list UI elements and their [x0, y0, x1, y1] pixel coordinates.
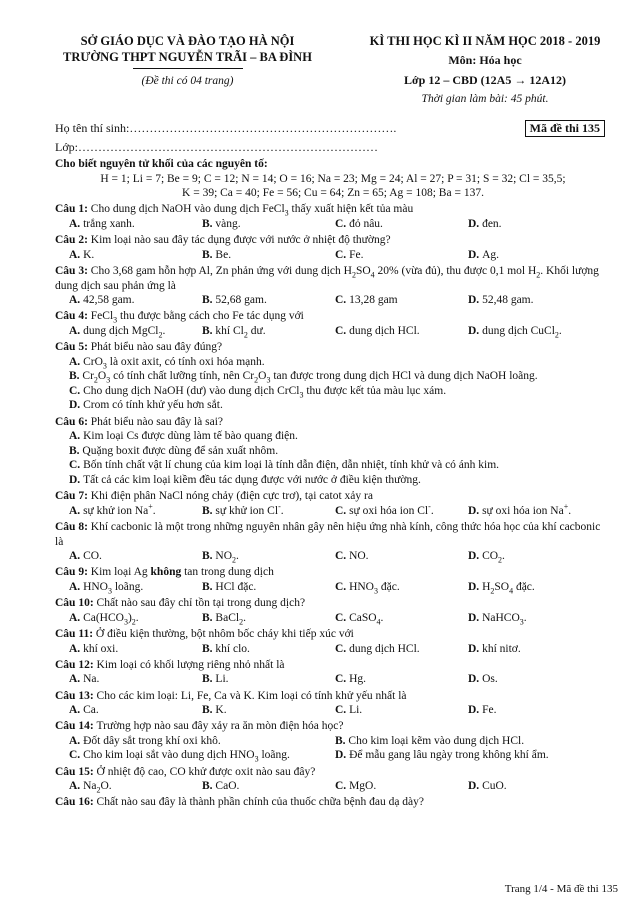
question-label: Câu 5: — [55, 341, 91, 354]
option-letter: B. — [202, 217, 216, 230]
option-letter: C. — [335, 704, 350, 717]
option-letter: B. — [202, 580, 216, 593]
question-label: Câu 15: — [55, 765, 97, 778]
exam-code-box: Mã đề thi 135 — [525, 120, 605, 137]
options-row — [55, 580, 611, 595]
question-8-option-a[interactable] — [69, 549, 202, 564]
question-5-option-c[interactable] — [69, 384, 447, 400]
question-10-option-d[interactable] — [468, 611, 601, 626]
options-row — [55, 748, 611, 763]
question-13-option-d[interactable] — [468, 703, 601, 718]
question-1-text — [55, 202, 611, 217]
option-text: khí nitơ. — [482, 642, 521, 655]
question-body: Trường hợp nào sau đây xảy ra ăn mòn điện hóa học? — [96, 720, 344, 733]
question-9-option-b[interactable] — [202, 580, 335, 595]
option-text: Li. — [349, 704, 363, 717]
atomic-mass-line-1: H = 1; Li = 7; Be = 9; C = 12; N = 14; O = 16; Na = 23; Mg = 24; Al = 27; P = 31; S = 32; Cl = 35,5; — [100, 172, 566, 185]
options-row — [55, 473, 611, 488]
option-letter: B. — [202, 673, 216, 686]
question-label: Câu 16: — [55, 796, 97, 809]
question-15-option-c[interactable] — [335, 779, 468, 794]
question-12-option-a[interactable] — [69, 672, 202, 687]
question-label: Câu 8: — [55, 521, 91, 533]
options-row — [55, 501, 611, 519]
exam-title: KÌ THI HỌC KÌ II NĂM HỌC 2018 - 2019 — [369, 34, 601, 48]
question-body: Ở nhiệt độ cao, CO khử được oxit nào sau đây? — [96, 765, 316, 778]
student-class-field[interactable]: Lớp:………………………………………………………………… — [55, 140, 379, 154]
option-text: sự khử ion Na+. — [83, 501, 156, 517]
question-label: Câu 14: — [55, 720, 97, 733]
question-11-text — [55, 627, 611, 642]
options-row — [55, 642, 611, 657]
question-12-text — [55, 658, 611, 673]
question-body: Khí cacbonic là một trong những nguyên nhân gây nên hiệu ứng nhà kính, công thức hóa học của khí cacbonic là — [55, 521, 601, 548]
header-left — [45, 33, 330, 87]
options-row — [55, 355, 611, 370]
option-text: Quặng boxit được dùng để sản xuất nhôm. — [82, 444, 279, 457]
option-letter: D. — [468, 217, 483, 230]
question-label: Câu 4: — [55, 310, 91, 323]
option-letter: C. — [335, 294, 350, 307]
question-9-option-d[interactable] — [468, 580, 601, 595]
option-text: NaHCO$_3$. — [482, 611, 527, 627]
option-letter: C. — [335, 248, 350, 261]
option-text: HCl đặc. — [215, 580, 257, 593]
question-12-option-d[interactable] — [468, 672, 601, 687]
question-15 — [55, 765, 611, 794]
option-text: Cho kim loại kẽm vào dung dịch HCl. — [348, 734, 525, 747]
question-14-option-b[interactable] — [335, 734, 601, 749]
option-text: $Na_2O$. — [83, 780, 112, 795]
question-13-option-c[interactable] — [335, 703, 468, 718]
question-8-option-d[interactable] — [468, 549, 601, 564]
options-row — [55, 384, 611, 399]
question-2-option-d[interactable] — [468, 248, 601, 263]
question-label: Câu 3: — [55, 264, 91, 277]
option-letter: A. — [69, 355, 84, 368]
question-2-option-c[interactable] — [335, 248, 468, 263]
question-1 — [55, 202, 611, 231]
question-5-option-d[interactable] — [69, 399, 223, 411]
option-letter: D. — [468, 673, 483, 686]
question-2-option-a[interactable] — [69, 248, 202, 263]
question-body: Kim loại có khối lượng riêng nhỏ nhất là — [96, 658, 285, 671]
question-11-option-a[interactable] — [69, 642, 202, 657]
option-letter: A. — [69, 611, 84, 624]
question-10-text — [55, 596, 611, 611]
question-2-text — [55, 233, 611, 248]
option-text: 42,58 gam. — [83, 294, 135, 307]
question-list — [55, 202, 611, 810]
question-14 — [55, 719, 611, 763]
option-text: $Cr_2O_3$ có tính chất lưỡng tính, nên $Cr_2O_3$ tan được trong dung dịch HCl và dung dịch NaOH loãng. — [82, 370, 538, 385]
question-16-text — [55, 795, 611, 810]
option-letter: D. — [468, 580, 483, 593]
question-3-text — [55, 264, 611, 293]
atomic-mass-line-2: K = 39; Ca = 40; Fe = 56; Cu = 64; Zn = 65; Ag = 108; Ba = 137. — [182, 187, 484, 200]
question-3 — [55, 264, 611, 308]
option-text: Hg. — [349, 673, 366, 686]
option-letter: C. — [335, 324, 350, 337]
option-text: Ca. — [83, 704, 99, 717]
question-7-option-b[interactable] — [202, 501, 335, 519]
options-row — [55, 779, 611, 794]
option-letter: C. — [69, 749, 84, 762]
option-text: khí clo. — [215, 642, 250, 655]
time-limit: Thời gian làm bài: 45 phút. — [421, 93, 549, 105]
question-body: FeCl$_3$ thu được bằng cách cho Fe tác dụng với — [90, 310, 304, 325]
option-text: K. — [83, 248, 95, 261]
option-letter: B. — [202, 642, 216, 655]
question-body: Khi điện phân NaCl nóng chảy (điện cực trơ), tại catot xảy ra — [90, 490, 373, 503]
option-text: vàng. — [215, 217, 241, 230]
question-6-option-c[interactable] — [69, 459, 499, 471]
question-4-option-a[interactable] — [69, 324, 202, 339]
question-3-option-d[interactable] — [468, 293, 601, 308]
question-11-option-b[interactable] — [202, 642, 335, 657]
question-3-option-a[interactable] — [69, 293, 202, 308]
option-letter: C. — [335, 580, 350, 593]
question-1-option-b[interactable] — [202, 217, 335, 232]
option-letter: D. — [468, 294, 483, 307]
option-text: đỏ nâu. — [349, 217, 383, 230]
option-text: NO. — [349, 550, 369, 563]
options-row — [55, 429, 611, 444]
question-9-option-a[interactable] — [69, 580, 202, 595]
option-text: Os. — [482, 673, 498, 686]
option-text: sự oxi hóa ion Na+. — [482, 501, 572, 517]
option-text: dung dịch HCl. — [349, 324, 420, 337]
option-text: CaO. — [215, 780, 240, 793]
option-text: $Ca(HCO_3)_2$. — [83, 611, 139, 627]
option-letter: B. — [69, 370, 83, 383]
option-text: $NO_2$. — [215, 550, 239, 565]
option-text: đen. — [482, 217, 502, 230]
question-11-option-d[interactable] — [468, 642, 601, 657]
option-letter: A. — [69, 324, 84, 337]
option-letter: A. — [69, 294, 84, 307]
option-letter: B. — [202, 504, 216, 517]
option-text: sự khử ion Cl-. — [215, 501, 284, 517]
option-letter: D. — [468, 704, 483, 717]
option-text: Ag. — [482, 248, 499, 261]
option-text: Đốt dây sắt trong khí oxi khô. — [83, 734, 221, 747]
option-text: K. — [215, 704, 227, 717]
student-fields — [55, 119, 605, 157]
question-9 — [55, 565, 611, 594]
exam-content — [55, 157, 611, 810]
option-text: $HNO_3$ đặc. — [349, 580, 400, 596]
option-letter: B. — [69, 444, 83, 457]
question-12-option-b[interactable] — [202, 672, 335, 687]
options-row — [55, 611, 611, 626]
option-letter: C. — [69, 384, 84, 397]
options-row — [55, 444, 611, 459]
question-13 — [55, 689, 611, 718]
subject: Môn: Hóa học — [448, 53, 522, 67]
options-row — [55, 398, 611, 413]
option-text: CrO$_3$ là oxit axit, có tính oxi hóa mạnh. — [83, 355, 265, 370]
question-11-option-c[interactable] — [335, 642, 468, 657]
option-letter: C. — [335, 642, 350, 655]
question-6-option-d[interactable] — [69, 474, 421, 486]
options-row — [55, 293, 611, 308]
question-3-option-c[interactable] — [335, 293, 468, 308]
question-11 — [55, 627, 611, 656]
options-row — [55, 549, 611, 564]
question-6-text — [55, 415, 611, 430]
option-letter: C. — [69, 459, 84, 472]
option-letter: C. — [335, 673, 350, 686]
question-14-text — [55, 719, 611, 734]
option-letter: B. — [202, 611, 216, 624]
option-text: Crom có tính khử yếu hơn sắt. — [83, 399, 223, 412]
question-12 — [55, 658, 611, 687]
question-body: Cho 3,68 gam hỗn hợp Al, Zn phản ứng với dung dịch $H_2SO_4$ 20% (vừa đủ), thu được 0,1 mol $H_2$. Khối lượng dung dịch sau phản ứng là — [55, 264, 599, 292]
options-row — [55, 703, 611, 718]
question-3-option-b[interactable] — [202, 293, 335, 308]
option-letter: D. — [468, 504, 483, 517]
question-14-option-d[interactable] — [335, 748, 601, 763]
question-8-option-b[interactable] — [202, 549, 335, 564]
question-5 — [55, 340, 611, 413]
option-text: $H_2SO_4$ đặc. — [482, 580, 535, 596]
option-text: trắng xanh. — [83, 217, 135, 230]
question-13-option-b[interactable] — [202, 703, 335, 718]
question-label: Câu 10: — [55, 597, 97, 610]
question-2 — [55, 233, 611, 262]
question-15-option-a[interactable] — [69, 779, 202, 794]
question-9-option-c[interactable] — [335, 580, 468, 595]
question-label: Câu 1: — [55, 203, 91, 216]
question-8-option-c[interactable] — [335, 549, 468, 564]
question-15-text — [55, 765, 611, 780]
option-letter: C. — [335, 550, 350, 563]
question-10-option-a[interactable] — [69, 611, 202, 626]
option-text: Li. — [215, 673, 229, 686]
question-7-option-a[interactable] — [69, 501, 202, 519]
option-text: CO. — [83, 550, 102, 563]
option-text: Để mẫu gang lâu ngày trong không khí ẩm. — [349, 749, 549, 762]
options-row — [55, 217, 611, 232]
option-letter: D. — [335, 749, 350, 762]
question-6-option-b[interactable] — [69, 445, 278, 457]
question-label: Câu 9: — [55, 566, 91, 579]
option-text: BaCl$_2$. — [215, 611, 246, 627]
option-letter: C. — [335, 217, 350, 230]
option-text: 13,28 gam — [349, 294, 398, 307]
option-text: dung dịch HCl. — [349, 642, 420, 655]
question-label: Câu 11: — [55, 627, 96, 640]
option-letter: A. — [69, 504, 84, 517]
page-footer: Trang 1/4 - Mã đề thi 135 — [504, 883, 618, 895]
option-text: Bốn tính chất vật lí chung của kim loại là tính dẫn điện, dẫn nhiệt, tính khử và có ánh kim. — [83, 459, 500, 472]
option-letter: B. — [202, 704, 216, 717]
question-body: Cho dung dịch NaOH vào dung dịch FeCl$_3$ thấy xuất hiện kết tủa màu — [90, 203, 414, 218]
options-row — [55, 458, 611, 473]
option-text: dung dịch MgCl$_2$. — [83, 324, 166, 340]
option-letter: A. — [69, 430, 84, 443]
option-text: CuO. — [482, 780, 507, 793]
question-body: Phát biểu nào sau đây đúng? — [90, 341, 223, 354]
option-text: MgO. — [349, 780, 377, 793]
option-letter: A. — [69, 780, 84, 793]
options-row — [55, 248, 611, 263]
question-4-option-b[interactable] — [202, 324, 335, 339]
option-letter: B. — [202, 324, 216, 337]
question-1-option-d[interactable] — [468, 217, 601, 232]
option-letter: B. — [335, 734, 349, 747]
option-text: 52,68 gam. — [215, 294, 267, 307]
option-text: 52,48 gam. — [482, 294, 534, 307]
question-body: Ở điều kiện thường, bột nhôm bốc cháy khi tiếp xúc với — [95, 627, 354, 640]
school-name: TRƯỜNG THPT NGUYỄN TRÃI – BA ĐÌNH — [63, 50, 312, 64]
question-10-option-b[interactable] — [202, 611, 335, 626]
option-text: Fe. — [349, 248, 364, 261]
question-8 — [55, 520, 611, 564]
question-body: Kim loại nào sau đây tác dụng được với nước ở nhiệt độ thường? — [90, 234, 391, 247]
option-letter: A. — [69, 673, 84, 686]
question-label: Câu 2: — [55, 234, 91, 247]
question-label: Câu 6: — [55, 415, 91, 428]
option-letter: A. — [69, 248, 84, 261]
option-text: Tất cả các kim loại kiềm đều tác dụng được với nước ở điều kiện thường. — [83, 474, 421, 487]
question-13-option-a[interactable] — [69, 703, 202, 718]
option-text: $HNO_3$ loãng. — [83, 580, 144, 596]
question-label: Câu 13: — [55, 689, 97, 702]
options-row — [55, 369, 611, 384]
option-letter: B. — [202, 780, 216, 793]
option-letter: B. — [202, 294, 216, 307]
option-letter: C. — [335, 611, 350, 624]
option-letter: D. — [69, 399, 84, 412]
question-10 — [55, 596, 611, 625]
pages-note: (Đề thi có 04 trang) — [141, 75, 234, 87]
option-text: CaSO$_4$. — [349, 611, 384, 627]
question-5-option-a[interactable] — [69, 356, 265, 368]
option-letter: C. — [335, 504, 350, 517]
option-letter: D. — [468, 550, 483, 563]
question-12-option-c[interactable] — [335, 672, 468, 687]
option-letter: D. — [468, 642, 483, 655]
option-text: Be. — [215, 248, 232, 261]
option-letter: A. — [69, 550, 84, 563]
option-text: khí oxi. — [83, 642, 119, 655]
option-text: $CO_2$. — [482, 550, 505, 565]
question-15-option-b[interactable] — [202, 779, 335, 794]
option-text: dung dịch CuCl$_2$. — [482, 324, 562, 340]
class-info: Lớp 12 – CBD (12A5 → 12A12) — [404, 73, 566, 87]
option-letter: B. — [202, 248, 216, 261]
question-15-option-d[interactable] — [468, 779, 601, 794]
option-letter: C. — [335, 780, 350, 793]
option-letter: D. — [468, 780, 483, 793]
option-letter: D. — [468, 611, 483, 624]
question-13-text — [55, 689, 611, 704]
option-letter: A. — [69, 734, 84, 747]
question-body: Chất nào sau đây là thành phần chính của thuốc chữa bệnh đau dạ dày? — [96, 796, 425, 809]
question-body: Phát biểu nào sau đây là sai? — [90, 415, 223, 428]
option-text: khí $Cl_2$ dư. — [215, 324, 266, 340]
option-letter: A. — [69, 704, 84, 717]
question-7-option-c[interactable] — [335, 501, 468, 519]
atomic-mass-title: Cho biết nguyên tử khối của các nguyên tố: — [55, 158, 268, 170]
option-text: Cho dung dịch NaOH (dư) vào dung dịch CrCl$_3$ thu được kết tủa màu lục xám. — [83, 384, 447, 400]
question-10-option-c[interactable] — [335, 611, 468, 626]
question-6 — [55, 415, 611, 488]
question-1-option-a[interactable] — [69, 217, 202, 232]
option-letter: A. — [69, 217, 84, 230]
option-letter: A. — [69, 580, 84, 593]
question-5-option-b[interactable] — [69, 370, 538, 385]
student-name-field[interactable]: Họ tên thí sinh:…………………………………………………………. — [55, 121, 397, 135]
question-4-option-c[interactable] — [335, 324, 468, 339]
option-letter: D. — [468, 324, 483, 337]
question-6-option-a[interactable] — [69, 430, 298, 442]
question-4-text — [55, 309, 611, 324]
question-7-text — [55, 489, 611, 504]
question-4 — [55, 309, 611, 338]
question-body: Cho các kim loại: Li, Fe, Ca và K. Kim loại có tính khử yếu nhất là — [96, 689, 407, 702]
header-divider — [133, 68, 243, 69]
question-7-option-d[interactable] — [468, 501, 601, 519]
question-7 — [55, 489, 611, 518]
header-right — [340, 33, 630, 107]
question-14-option-a[interactable] — [69, 734, 335, 749]
option-text: sự oxi hóa ion Cl-. — [349, 501, 434, 517]
question-label: Câu 12: — [55, 658, 97, 671]
option-letter: D. — [69, 474, 84, 487]
option-letter: D. — [468, 248, 483, 261]
question-5-text — [55, 340, 611, 355]
question-body: Kim loại Ag không tan trong dung dịch — [90, 566, 274, 579]
question-4-option-d[interactable] — [468, 324, 601, 339]
option-text: Fe. — [482, 704, 497, 717]
options-row — [55, 324, 611, 339]
option-letter: A. — [69, 642, 84, 655]
question-9-text — [55, 565, 611, 580]
option-text: Cho kim loại sắt vào dung dịch $HNO_3$ loãng. — [83, 749, 290, 764]
question-label: Câu 7: — [55, 490, 91, 503]
question-16 — [55, 795, 611, 810]
question-8-text — [55, 520, 611, 549]
question-2-option-b[interactable] — [202, 248, 335, 263]
options-row — [55, 672, 611, 687]
option-letter: B. — [202, 550, 216, 563]
option-text: Kim loại Cs được dùng làm tế bào quang điện. — [83, 430, 298, 443]
option-text: Na. — [83, 673, 100, 686]
options-row — [55, 734, 611, 749]
question-14-option-c[interactable] — [69, 748, 335, 763]
question-1-option-c[interactable] — [335, 217, 468, 232]
question-body: Chất nào sau đây chỉ tồn tại trong dung dịch? — [96, 597, 306, 610]
department-name: SỞ GIÁO DỤC VÀ ĐÀO TẠO HÀ NỘI — [80, 34, 295, 48]
